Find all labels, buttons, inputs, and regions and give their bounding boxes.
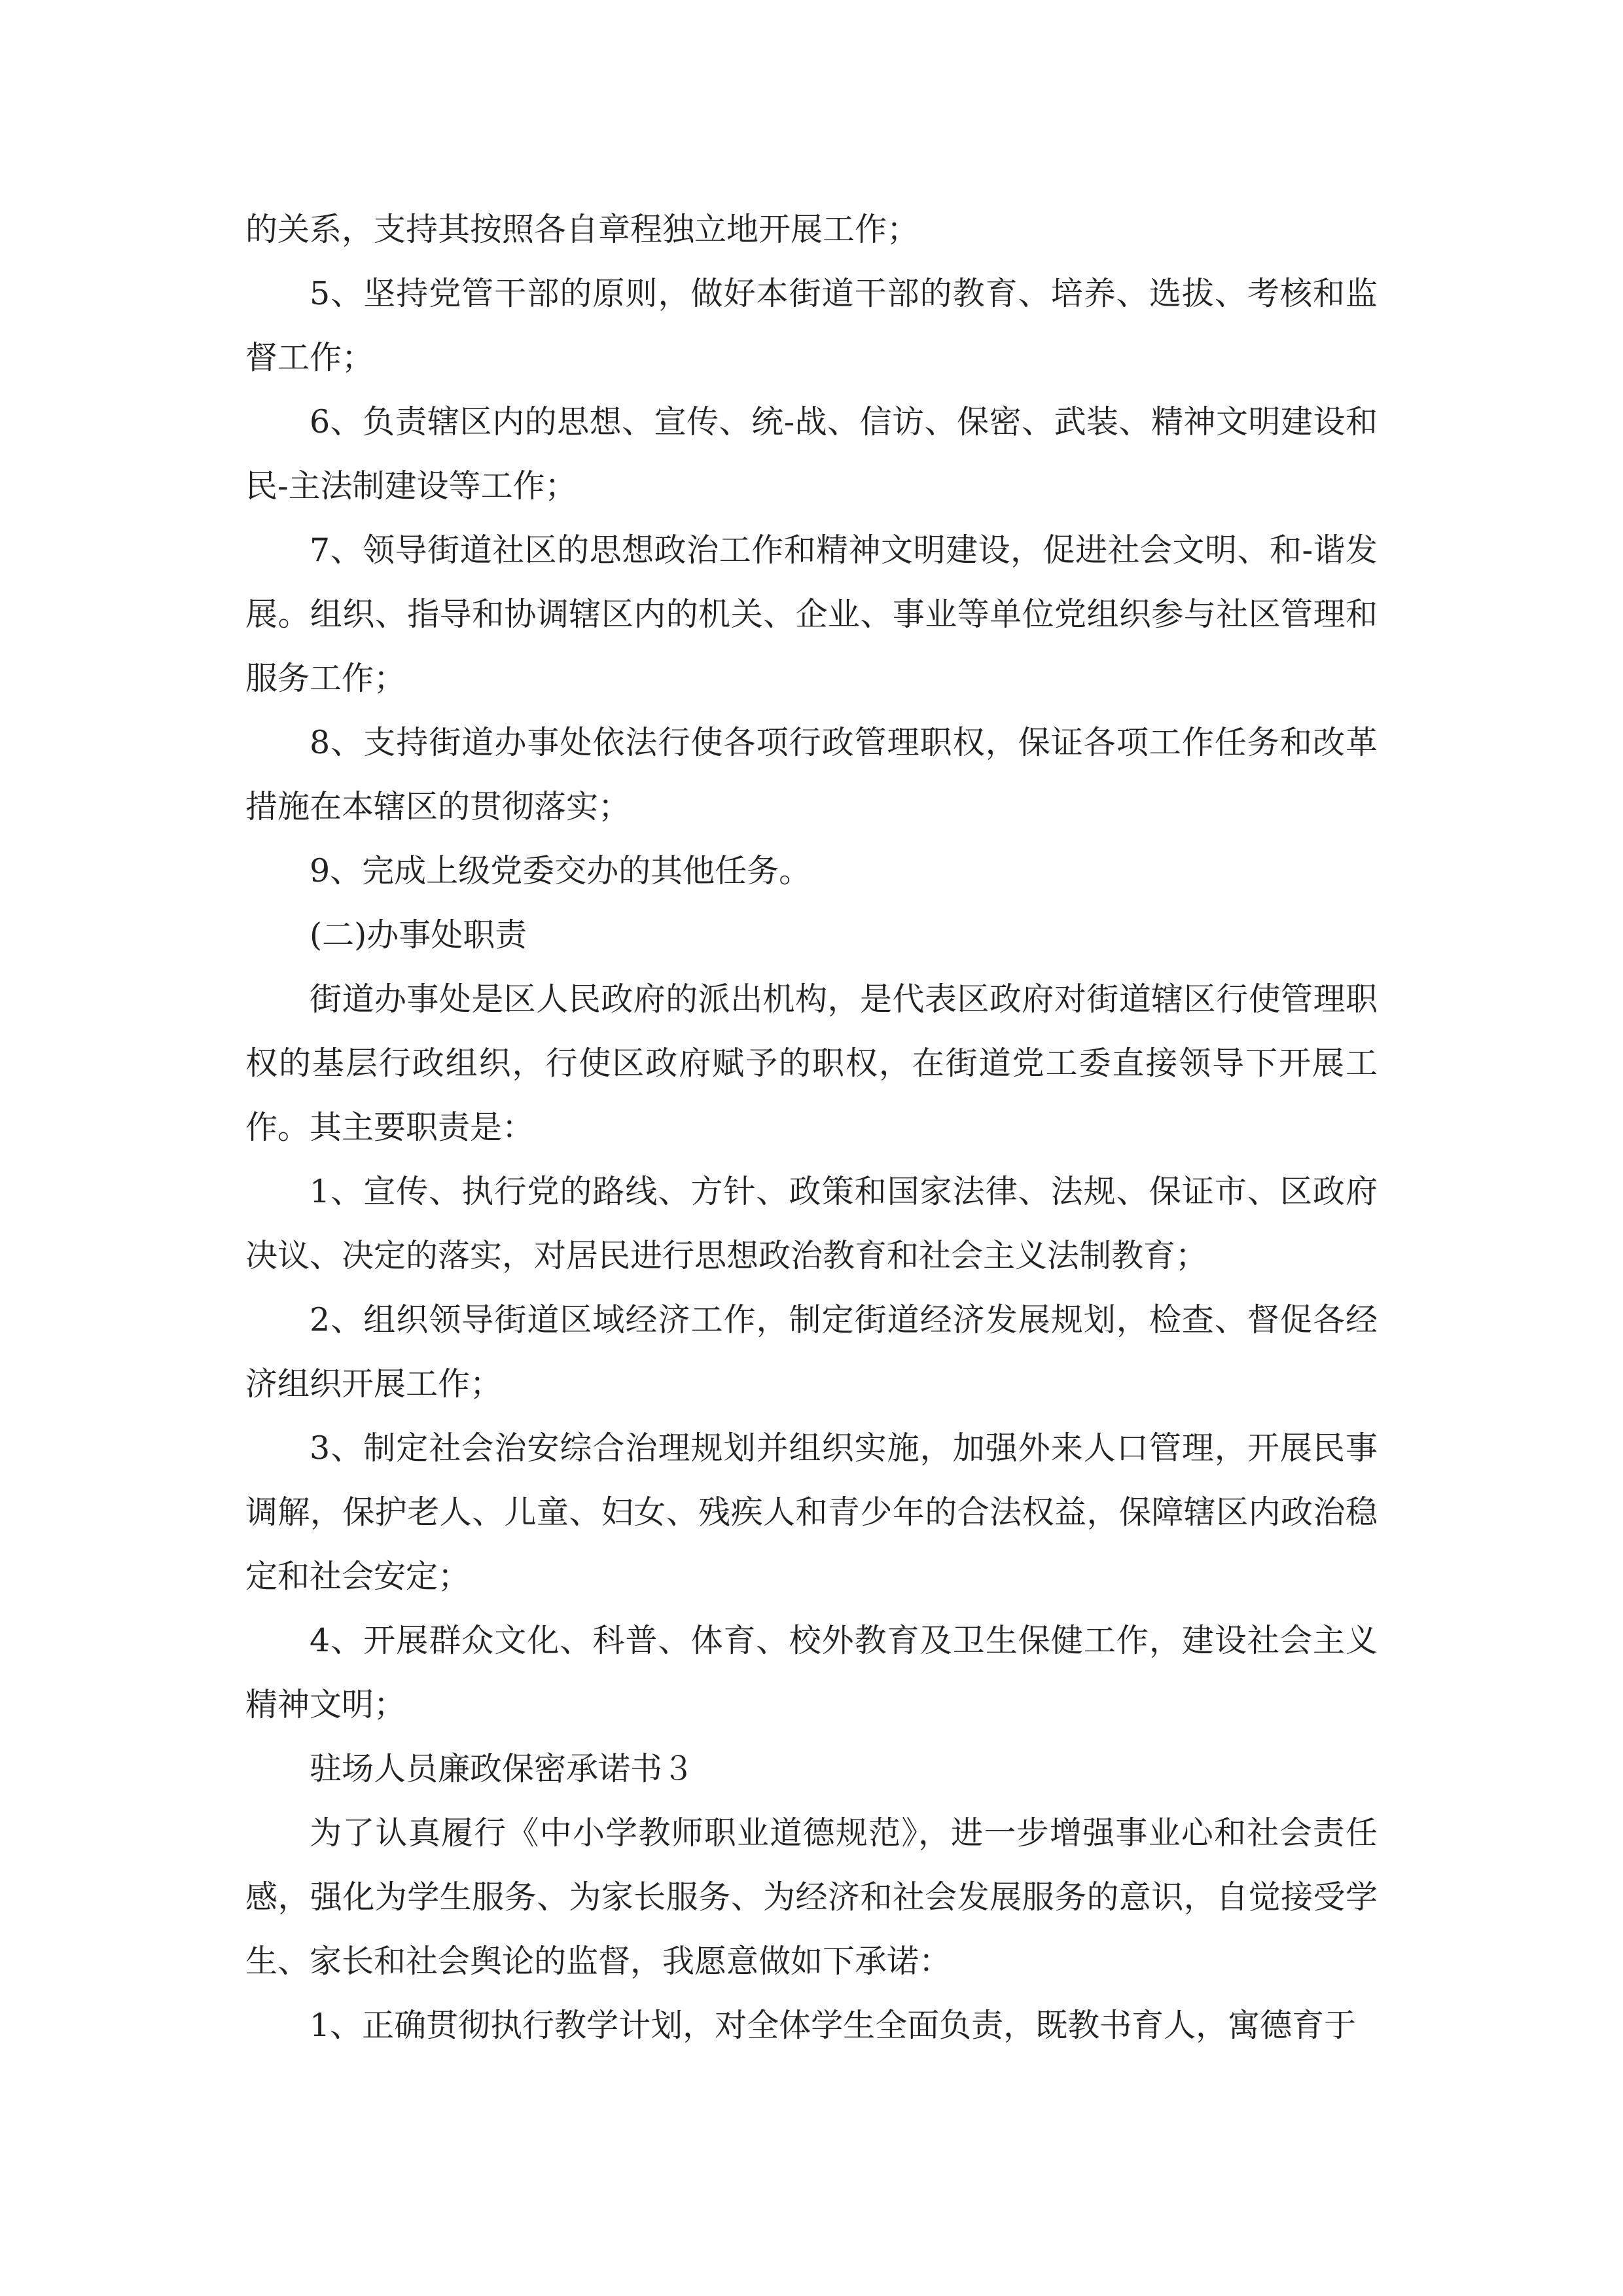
paragraph-pledge-intro: 为了认真履行《中小学教师职业道德规范》，进一步增强事业心和社会责任感，强化为学生服务、为家长服务、为经济和社会发展服务的意识，自觉接受学生、家长和社会舆论的监督，我愿意做如下承诺： xyxy=(245,1814,1378,1980)
paragraph-item-9: 9、完成上级党委交办的其他任务。 xyxy=(310,852,812,889)
paragraph-duty-4: 4、开展群众文化、科普、体育、校外教育及卫生保健工作，建设社会主义精神文明； xyxy=(245,1622,1378,1723)
paragraph-item-7: 7、领导街道社区的思想政治工作和精神文明建设，促进社会文明、和-谐发展。组织、指导和协调辖区内的机关、企业、事业等单位党组织参与社区管理和服务工作； xyxy=(245,531,1378,697)
paragraph-continuation: 的关系，支持其按照各自章程独立地开展工作； xyxy=(245,211,919,248)
section-title-pledge-3: 驻场人员廉政保密承诺书３ xyxy=(310,1750,695,1787)
paragraph-item-8: 8、支持街道办事处依法行使各项行政管理职权，保证各项工作任务和改革措施在本辖区的贯彻落实； xyxy=(245,724,1378,825)
paragraph-office-intro: 街道办事处是区人民政府的派出机构，是代表区政府对街道辖区行使管理职权的基层行政组织，行使区政府赋予的职权，在街道党工委直接领导下开展工作。其主要职责是： xyxy=(245,980,1378,1146)
paragraph-duty-1: 1、宣传、执行党的路线、方针、政策和国家法律、法规、保证市、区政府决议、决定的落实，对居民进行思想政治教育和社会主义法制教育； xyxy=(245,1173,1378,1274)
paragraph-pledge-item-1: 1、正确贯彻执行教学计划，对全体学生全面负责，既教书育人，寓德育于 xyxy=(310,2007,1357,2044)
paragraph-item-6: 6、负责辖区内的思想、宣传、统-战、信访、保密、武装、精神文明建设和民-主法制建设等工作； xyxy=(245,403,1378,505)
section-heading-office-duties: (二)办事处职责 xyxy=(310,916,527,954)
paragraph-duty-3: 3、制定社会治安综合治理规划并组织实施，加强外来人口管理，开展民事调解，保护老人、儿童、妇女、残疾人和青少年的合法权益，保障辖区内政治稳定和社会安定； xyxy=(245,1429,1378,1595)
paragraph-duty-2: 2、组织领导街道区域经济工作，制定街道经济发展规划，检查、督促各经济组织开展工作； xyxy=(245,1301,1378,1403)
paragraph-item-5: 5、坚持党管干部的原则，做好本街道干部的教育、培养、选拔、考核和监督工作； xyxy=(245,275,1378,376)
document-body xyxy=(245,198,1378,2058)
